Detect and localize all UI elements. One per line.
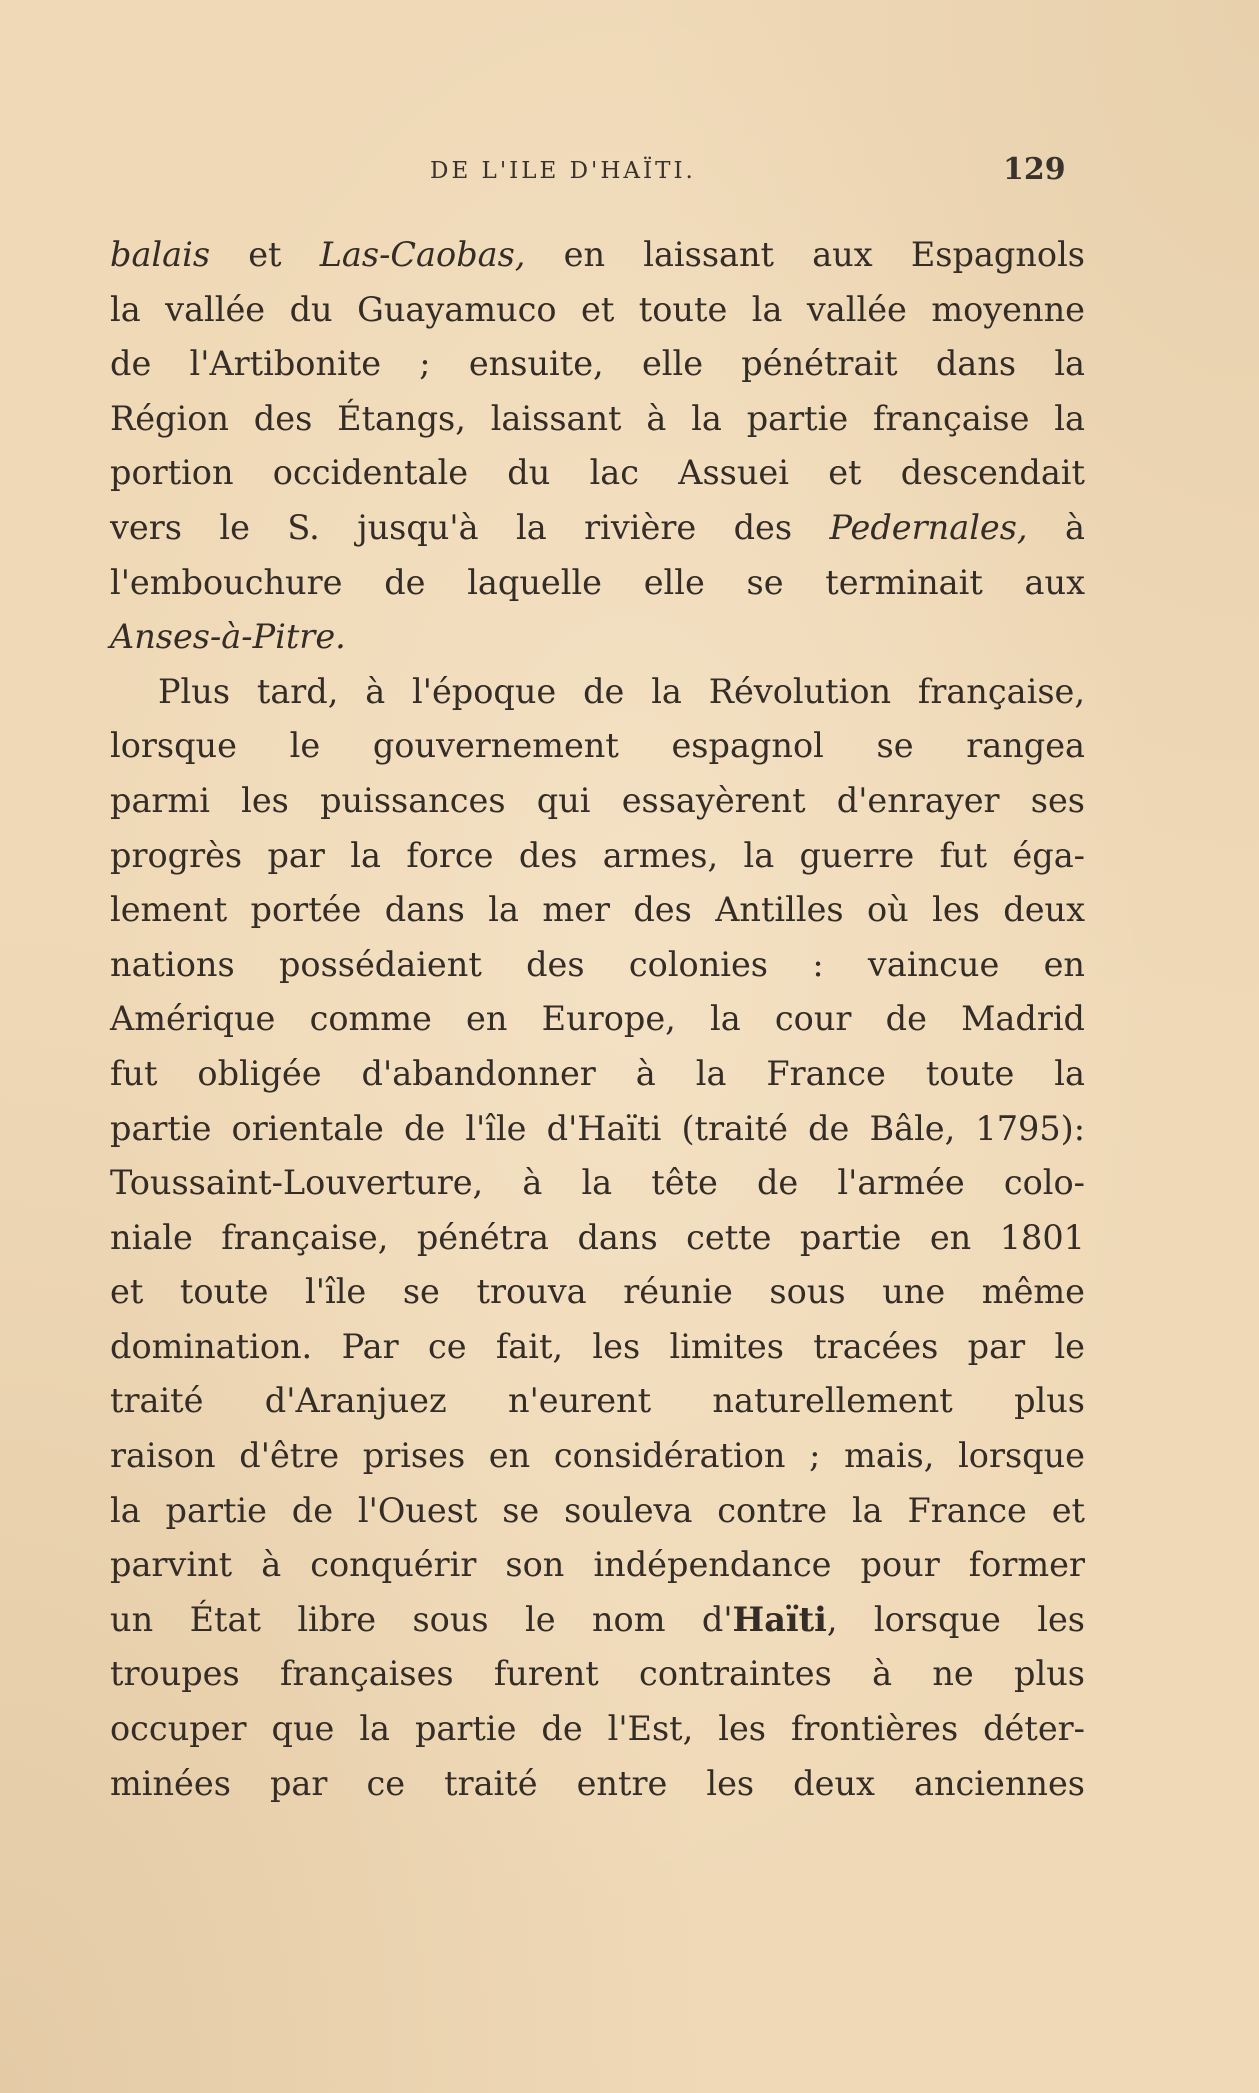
text-fragment: et — [210, 235, 320, 274]
text-line — [110, 228, 1085, 283]
text-line: minées par ce traité entre les deux anciennes — [110, 1763, 1085, 1803]
text-line: raison d'être prises en considération ; mais, lorsque — [110, 1436, 1085, 1476]
text-line: Anses-à-Pitre. — [110, 617, 346, 657]
bold-country-name: Haïti — [732, 1599, 827, 1639]
text-line: l'embouchure de laquelle elle se terminait aux — [110, 562, 1085, 602]
text-line: partie orientale de l'île d'Haïti (traité de Bâle, 1795): — [110, 1108, 1085, 1148]
text-line: lorsque le gouvernement espagnol se rangea — [110, 726, 1085, 766]
text-line: la partie de l'Ouest se souleva contre la France et — [110, 1490, 1085, 1530]
text-line: progrès par la force des armes, la guerre fut éga- — [110, 835, 1085, 875]
text-line: et toute l'île se trouva réunie sous une même — [110, 1272, 1085, 1312]
body-text — [110, 228, 1085, 1811]
italic-place-name: Pedernales, — [829, 507, 1028, 547]
text-fragment: en laissant aux Espagnols — [525, 235, 1085, 274]
text-line: Région des Étangs, laissant à la partie française la — [110, 398, 1085, 438]
text-line: fut obligée d'abandonner à la France toute la — [110, 1053, 1085, 1093]
page-number: 129 — [1003, 152, 1066, 187]
text-line: niale française, pénétra dans cette partie en 1801 — [110, 1217, 1085, 1257]
text-fragment: un État libre sous le nom d' — [110, 1599, 733, 1639]
paragraph-start-line: Plus tard, à l'époque de la Révolution française, — [158, 671, 1085, 711]
italic-place-name: Las-Caobas, — [319, 235, 526, 274]
text-line: la vallée du Guayamuco et toute la vallée moyenne — [110, 289, 1085, 329]
text-fragment: à — [1027, 507, 1085, 547]
text-fragment: , lorsque les — [826, 1599, 1085, 1639]
text-fragment: vers le S. jusqu'à la rivière des — [110, 507, 830, 547]
text-line: portion occidentale du lac Assuei et descendait — [110, 453, 1085, 493]
text-line: de l'Artibonite ; ensuite, elle pénétrait dans la — [110, 344, 1085, 384]
page-header — [0, 152, 1259, 192]
text-line: troupes françaises furent contraintes à ne plus — [110, 1654, 1085, 1694]
text-line — [110, 1593, 1085, 1648]
text-line: lement portée dans la mer des Antilles où les deux — [110, 890, 1085, 930]
text-line: occuper que la partie de l'Est, les frontières déter- — [110, 1709, 1085, 1749]
text-line — [110, 501, 1085, 556]
text-line: domination. Par ce fait, les limites tracées par le — [110, 1326, 1085, 1366]
text-line: parvint à conquérir son indépendance pour former — [110, 1545, 1085, 1585]
text-line: nations possédaient des colonies : vaincue en — [110, 944, 1085, 984]
text-line: parmi les puissances qui essayèrent d'enrayer ses — [110, 780, 1085, 820]
italic-place-name: balais — [110, 235, 211, 274]
text-line: Toussaint-Louverture, à la tête de l'armée colo- — [110, 1163, 1085, 1203]
text-line: Amérique comme en Europe, la cour de Madrid — [110, 999, 1085, 1039]
text-line: traité d'Aranjuez n'eurent naturellement plus — [110, 1381, 1085, 1421]
running-title: DE L'ILE D'HAÏTI. — [430, 158, 696, 184]
